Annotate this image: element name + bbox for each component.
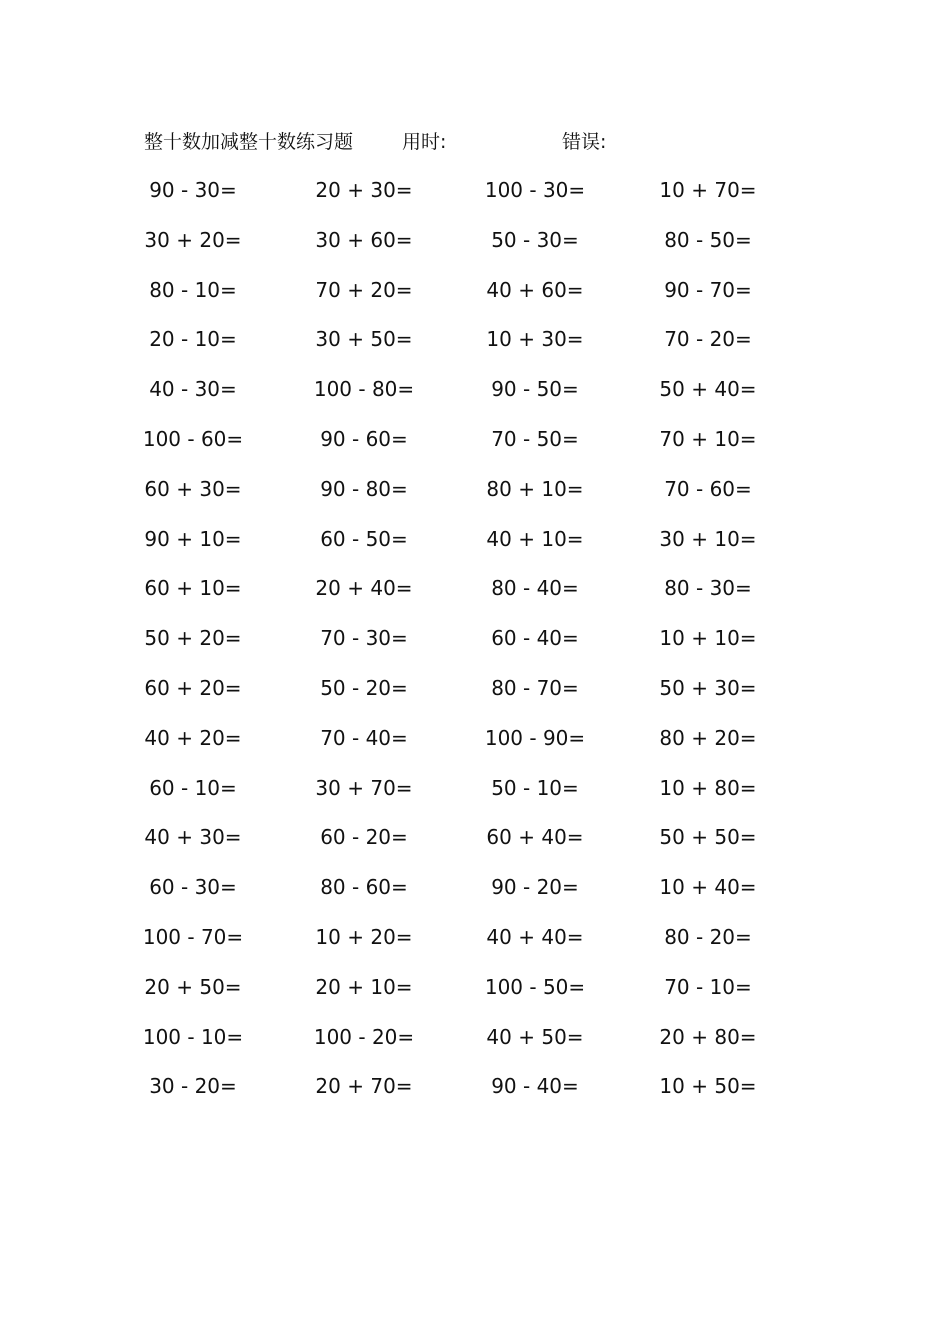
problem-row — [0, 1072, 950, 1122]
problem-item: 50 + 20= — [144, 626, 242, 651]
problem-row — [0, 1023, 950, 1073]
problem-item: 40 + 40= — [486, 924, 584, 949]
problem-item: 40 + 30= — [144, 825, 242, 850]
problem-item: 40 + 10= — [486, 526, 584, 551]
problem-item: 100 - 80= — [313, 377, 415, 402]
problem-item: 10 + 80= — [659, 775, 757, 800]
problem-row — [0, 774, 950, 824]
problem-row — [0, 574, 950, 624]
problem-item: 60 + 10= — [144, 576, 242, 601]
problem-item: 70 - 10= — [664, 974, 752, 999]
problem-row — [0, 873, 950, 923]
problem-item: 30 + 60= — [315, 227, 413, 252]
worksheet-title: 整十数加减整十数练习题 — [144, 131, 354, 153]
problem-item: 50 - 10= — [491, 775, 579, 800]
problem-item: 90 - 40= — [491, 1074, 579, 1099]
problem-item: 80 - 50= — [664, 227, 752, 252]
problem-item: 70 + 20= — [315, 277, 413, 302]
problem-item: 20 + 50= — [144, 974, 242, 999]
problem-item: 60 - 50= — [320, 526, 408, 551]
problem-row — [0, 176, 950, 226]
problem-row — [0, 425, 950, 475]
problem-item: 60 + 30= — [144, 476, 242, 501]
problem-item: 70 - 60= — [664, 476, 752, 501]
problem-item: 100 - 70= — [142, 924, 244, 949]
problem-item: 50 - 30= — [491, 227, 579, 252]
problem-item: 40 - 30= — [149, 377, 237, 402]
problem-item: 10 + 20= — [315, 924, 413, 949]
problem-item: 20 + 30= — [315, 178, 413, 202]
problem-row — [0, 973, 950, 1023]
problem-item: 80 - 20= — [664, 924, 752, 949]
problem-row — [0, 276, 950, 326]
problem-item: 20 - 10= — [149, 327, 237, 352]
problem-item: 100 - 90= — [484, 725, 586, 750]
problem-item: 90 - 30= — [149, 178, 237, 202]
problem-item: 80 + 10= — [486, 476, 584, 501]
problem-item: 60 + 40= — [486, 825, 584, 850]
problem-item: 20 + 10= — [315, 974, 413, 999]
problem-item: 30 + 10= — [659, 526, 757, 551]
problem-item: 50 + 40= — [659, 377, 757, 402]
problem-item: 80 - 40= — [491, 576, 579, 601]
problem-row — [0, 375, 950, 425]
problem-item: 90 - 50= — [491, 377, 579, 402]
problem-item: 40 + 20= — [144, 725, 242, 750]
problem-item: 50 + 30= — [659, 675, 757, 700]
problem-item: 70 - 20= — [664, 327, 752, 352]
problem-item: 90 - 70= — [664, 277, 752, 302]
problem-item: 20 + 40= — [315, 576, 413, 601]
problem-item: 60 - 40= — [491, 626, 579, 651]
problem-item: 60 - 30= — [149, 875, 237, 900]
worksheet-header — [144, 128, 844, 156]
problem-row — [0, 923, 950, 973]
problem-item: 70 - 50= — [491, 426, 579, 451]
problem-item: 80 + 20= — [659, 725, 757, 750]
problem-item: 100 - 30= — [484, 178, 586, 202]
problem-item: 70 + 10= — [659, 426, 757, 451]
errors-label: 错误: — [562, 131, 607, 153]
problem-item: 80 - 10= — [149, 277, 237, 302]
problem-item: 70 - 40= — [320, 725, 408, 750]
problem-item: 10 + 70= — [659, 178, 757, 202]
problem-item: 60 + 20= — [144, 675, 242, 700]
problem-item: 10 + 40= — [659, 875, 757, 900]
problem-item: 80 - 30= — [664, 576, 752, 601]
problem-row — [0, 674, 950, 724]
problem-item: 50 + 50= — [659, 825, 757, 850]
problem-item: 20 + 80= — [659, 1024, 757, 1049]
problem-row — [0, 525, 950, 575]
problem-item: 30 + 70= — [315, 775, 413, 800]
problem-item: 10 + 30= — [486, 327, 584, 352]
problem-item: 40 + 50= — [486, 1024, 584, 1049]
problem-item: 80 - 60= — [320, 875, 408, 900]
problem-row — [0, 325, 950, 375]
problem-item: 70 - 30= — [320, 626, 408, 651]
problem-item: 60 - 10= — [149, 775, 237, 800]
problem-item: 100 - 10= — [142, 1024, 244, 1049]
problem-row — [0, 226, 950, 276]
problem-item: 90 - 80= — [320, 476, 408, 501]
problem-item: 90 + 10= — [144, 526, 242, 551]
problem-item: 30 - 20= — [149, 1074, 237, 1099]
problem-item: 100 - 20= — [313, 1024, 415, 1049]
problem-row — [0, 724, 950, 774]
problem-item: 90 - 20= — [491, 875, 579, 900]
problem-item: 90 - 60= — [320, 426, 408, 451]
time-label: 用时: — [402, 131, 447, 153]
problem-item: 30 + 50= — [315, 327, 413, 352]
problem-item: 60 - 20= — [320, 825, 408, 850]
problem-grid — [0, 176, 950, 1122]
problem-row — [0, 624, 950, 674]
problem-item: 100 - 50= — [484, 974, 586, 999]
problem-item: 20 + 70= — [315, 1074, 413, 1099]
problem-item: 30 + 20= — [144, 227, 242, 252]
problem-item: 50 - 20= — [320, 675, 408, 700]
problem-row — [0, 823, 950, 873]
problem-item: 100 - 60= — [142, 426, 244, 451]
problem-item: 10 + 50= — [659, 1074, 757, 1099]
problem-row — [0, 475, 950, 525]
problem-item: 40 + 60= — [486, 277, 584, 302]
problem-item: 80 - 70= — [491, 675, 579, 700]
problem-item: 10 + 10= — [659, 626, 757, 651]
